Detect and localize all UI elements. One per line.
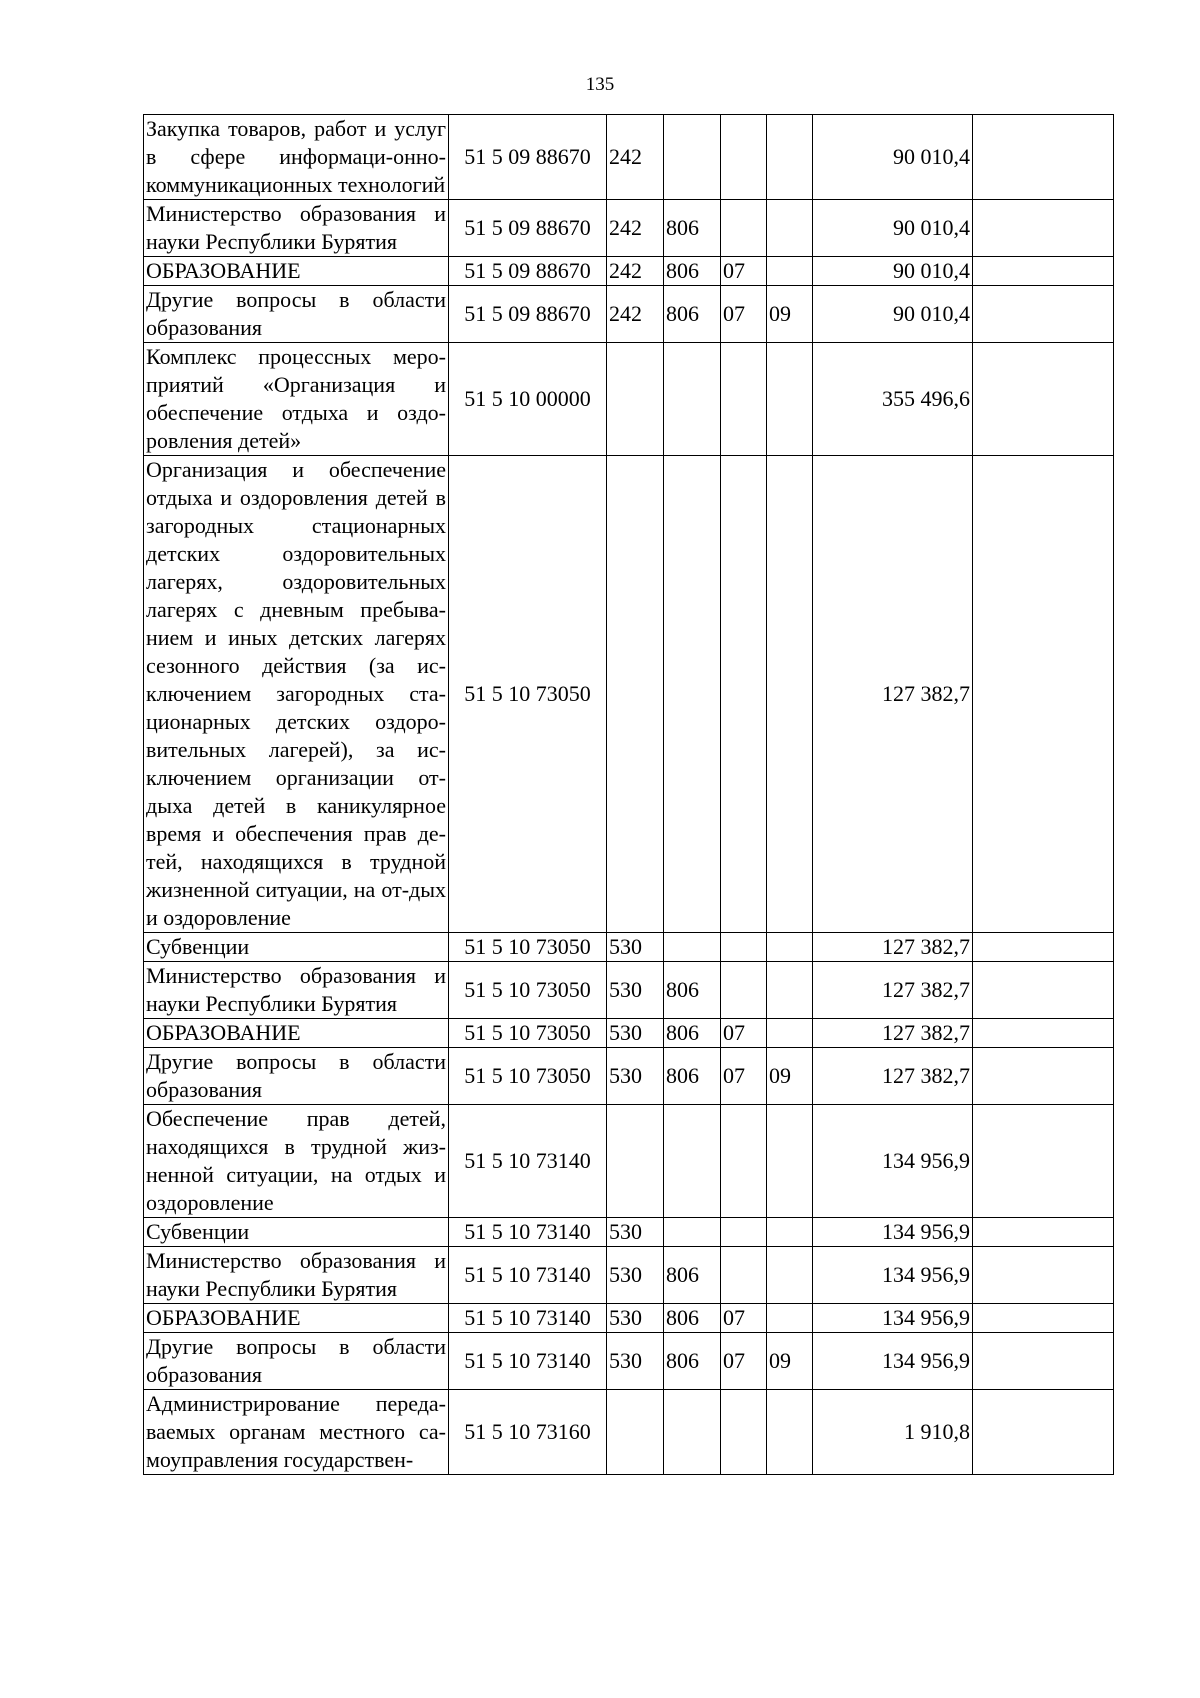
budget-admin-code-cell: 806 xyxy=(664,200,721,257)
subsection-code-cell xyxy=(767,200,813,257)
row-name-cell: Организация и обеспечение отдыха и оздоровления детей в загородных стационарных детских оздоровительных лагерях, оздоровительных лагерях с дневным пребыва-нием и иных детских лагерях сезонного действия (за ис-ключением загородных ста-ционарных детских оздоро-вительных лагерей), за ис-ключением организации от-дыха детей в каникулярное время и обеспечения прав де-тей, находящихся в трудной жизненной ситуации, на от-дых и оздоровление xyxy=(144,456,449,933)
section-code-cell xyxy=(721,933,767,962)
expense-type-cell: 242 xyxy=(607,257,664,286)
budget-admin-code-cell: 806 xyxy=(664,1019,721,1048)
extra-cell xyxy=(973,456,1114,933)
extra-cell xyxy=(973,1105,1114,1218)
extra-cell xyxy=(973,933,1114,962)
subsection-code-cell xyxy=(767,456,813,933)
table-row xyxy=(144,286,1114,343)
section-code-cell: 07 xyxy=(721,1304,767,1333)
table-row xyxy=(144,456,1114,933)
amount-cell: 134 956,9 xyxy=(813,1105,973,1218)
expense-type-cell: 530 xyxy=(607,1019,664,1048)
budget-admin-code-cell xyxy=(664,933,721,962)
budget-admin-code-cell xyxy=(664,1390,721,1475)
extra-cell xyxy=(973,1390,1114,1475)
table-row xyxy=(144,1390,1114,1475)
row-name-cell: Другие вопросы в области образования xyxy=(144,1333,449,1390)
row-name-cell: ОБРАЗОВАНИЕ xyxy=(144,1304,449,1333)
table-row xyxy=(144,115,1114,200)
table-row xyxy=(144,1304,1114,1333)
subsection-code-cell xyxy=(767,343,813,456)
target-article-code-cell: 51 5 10 73140 xyxy=(449,1247,607,1304)
target-article-code-cell: 51 5 09 88670 xyxy=(449,257,607,286)
amount-cell: 134 956,9 xyxy=(813,1247,973,1304)
budget-admin-code-cell xyxy=(664,1105,721,1218)
section-code-cell: 07 xyxy=(721,1019,767,1048)
table-row xyxy=(144,1105,1114,1218)
expense-type-cell xyxy=(607,343,664,456)
budget-admin-code-cell: 806 xyxy=(664,962,721,1019)
section-code-cell xyxy=(721,1247,767,1304)
extra-cell xyxy=(973,1333,1114,1390)
expense-type-cell xyxy=(607,1390,664,1475)
row-name-cell: Администрирование переда-ваемых органам местного са-моуправления государствен- xyxy=(144,1390,449,1475)
amount-cell: 90 010,4 xyxy=(813,286,973,343)
section-code-cell xyxy=(721,1105,767,1218)
table-row xyxy=(144,1019,1114,1048)
subsection-code-cell xyxy=(767,933,813,962)
budget-admin-code-cell xyxy=(664,343,721,456)
row-name-cell: Обеспечение прав детей, находящихся в трудной жиз-ненной ситуации, на отдых и оздоровление xyxy=(144,1105,449,1218)
table-row xyxy=(144,200,1114,257)
expense-type-cell xyxy=(607,1105,664,1218)
expense-type-cell: 242 xyxy=(607,200,664,257)
subsection-code-cell xyxy=(767,1019,813,1048)
section-code-cell xyxy=(721,962,767,1019)
amount-cell: 90 010,4 xyxy=(813,115,973,200)
row-name-cell: Комплекс процессных меро-приятий «Организация и обеспечение отдыха и оздо-ровления детей» xyxy=(144,343,449,456)
budget-admin-code-cell: 806 xyxy=(664,1048,721,1105)
budget-table xyxy=(143,114,1114,1475)
row-name-cell: Другие вопросы в области образования xyxy=(144,286,449,343)
expense-type-cell: 242 xyxy=(607,286,664,343)
row-name-cell: Субвенции xyxy=(144,1218,449,1247)
subsection-code-cell xyxy=(767,115,813,200)
extra-cell xyxy=(973,286,1114,343)
target-article-code-cell: 51 5 10 73050 xyxy=(449,456,607,933)
subsection-code-cell xyxy=(767,1247,813,1304)
subsection-code-cell: 09 xyxy=(767,1048,813,1105)
budget-admin-code-cell: 806 xyxy=(664,1333,721,1390)
subsection-code-cell xyxy=(767,1218,813,1247)
amount-cell: 127 382,7 xyxy=(813,456,973,933)
page-number: 135 xyxy=(585,74,615,95)
amount-cell: 355 496,6 xyxy=(813,343,973,456)
target-article-code-cell: 51 5 10 00000 xyxy=(449,343,607,456)
table-row xyxy=(144,1048,1114,1105)
section-code-cell: 07 xyxy=(721,1333,767,1390)
expense-type-cell: 530 xyxy=(607,1247,664,1304)
budget-admin-code-cell: 806 xyxy=(664,1247,721,1304)
amount-cell: 90 010,4 xyxy=(813,200,973,257)
table-body xyxy=(144,115,1114,1475)
target-article-code-cell: 51 5 10 73050 xyxy=(449,962,607,1019)
target-article-code-cell: 51 5 09 88670 xyxy=(449,200,607,257)
row-name-cell: ОБРАЗОВАНИЕ xyxy=(144,257,449,286)
section-code-cell xyxy=(721,343,767,456)
budget-admin-code-cell: 806 xyxy=(664,286,721,343)
expense-type-cell: 242 xyxy=(607,115,664,200)
row-name-cell: ОБРАЗОВАНИЕ xyxy=(144,1019,449,1048)
section-code-cell: 07 xyxy=(721,286,767,343)
subsection-code-cell: 09 xyxy=(767,286,813,343)
amount-cell: 134 956,9 xyxy=(813,1333,973,1390)
table-row xyxy=(144,1218,1114,1247)
amount-cell: 134 956,9 xyxy=(813,1304,973,1333)
expense-type-cell: 530 xyxy=(607,1218,664,1247)
extra-cell xyxy=(973,1247,1114,1304)
budget-admin-code-cell: 806 xyxy=(664,1304,721,1333)
section-code-cell: 07 xyxy=(721,257,767,286)
row-name-cell: Министерство образования и науки Республики Бурятия xyxy=(144,962,449,1019)
section-code-cell xyxy=(721,115,767,200)
budget-admin-code-cell: 806 xyxy=(664,257,721,286)
extra-cell xyxy=(973,200,1114,257)
extra-cell xyxy=(973,1048,1114,1105)
expense-type-cell xyxy=(607,456,664,933)
table-row xyxy=(144,257,1114,286)
table-row xyxy=(144,343,1114,456)
section-code-cell xyxy=(721,1218,767,1247)
extra-cell xyxy=(973,1218,1114,1247)
extra-cell xyxy=(973,962,1114,1019)
budget-admin-code-cell xyxy=(664,115,721,200)
extra-cell xyxy=(973,115,1114,200)
table-row xyxy=(144,1333,1114,1390)
target-article-code-cell: 51 5 10 73050 xyxy=(449,1019,607,1048)
extra-cell xyxy=(973,257,1114,286)
expense-type-cell: 530 xyxy=(607,1048,664,1105)
section-code-cell xyxy=(721,456,767,933)
budget-admin-code-cell xyxy=(664,1218,721,1247)
section-code-cell xyxy=(721,1390,767,1475)
section-code-cell xyxy=(721,200,767,257)
subsection-code-cell xyxy=(767,257,813,286)
subsection-code-cell: 09 xyxy=(767,1333,813,1390)
subsection-code-cell xyxy=(767,1390,813,1475)
target-article-code-cell: 51 5 10 73140 xyxy=(449,1333,607,1390)
row-name-cell: Закупка товаров, работ и услуг в сфере информаци-онно-коммуникационных технологий xyxy=(144,115,449,200)
extra-cell xyxy=(973,1304,1114,1333)
amount-cell: 127 382,7 xyxy=(813,962,973,1019)
target-article-code-cell: 51 5 09 88670 xyxy=(449,286,607,343)
target-article-code-cell: 51 5 10 73140 xyxy=(449,1304,607,1333)
table-row xyxy=(144,933,1114,962)
target-article-code-cell: 51 5 10 73140 xyxy=(449,1218,607,1247)
target-article-code-cell: 51 5 10 73050 xyxy=(449,1048,607,1105)
table-row xyxy=(144,1247,1114,1304)
expense-type-cell: 530 xyxy=(607,933,664,962)
expense-type-cell: 530 xyxy=(607,962,664,1019)
amount-cell: 127 382,7 xyxy=(813,933,973,962)
expense-type-cell: 530 xyxy=(607,1333,664,1390)
row-name-cell: Субвенции xyxy=(144,933,449,962)
target-article-code-cell: 51 5 10 73140 xyxy=(449,1105,607,1218)
amount-cell: 90 010,4 xyxy=(813,257,973,286)
subsection-code-cell xyxy=(767,1304,813,1333)
target-article-code-cell: 51 5 10 73160 xyxy=(449,1390,607,1475)
extra-cell xyxy=(973,1019,1114,1048)
row-name-cell: Министерство образования и науки Республики Бурятия xyxy=(144,200,449,257)
section-code-cell: 07 xyxy=(721,1048,767,1105)
amount-cell: 127 382,7 xyxy=(813,1048,973,1105)
amount-cell: 1 910,8 xyxy=(813,1390,973,1475)
row-name-cell: Другие вопросы в области образования xyxy=(144,1048,449,1105)
extra-cell xyxy=(973,343,1114,456)
amount-cell: 127 382,7 xyxy=(813,1019,973,1048)
budget-admin-code-cell xyxy=(664,456,721,933)
table-row xyxy=(144,962,1114,1019)
subsection-code-cell xyxy=(767,1105,813,1218)
expense-type-cell: 530 xyxy=(607,1304,664,1333)
target-article-code-cell: 51 5 10 73050 xyxy=(449,933,607,962)
subsection-code-cell xyxy=(767,962,813,1019)
row-name-cell: Министерство образования и науки Республики Бурятия xyxy=(144,1247,449,1304)
target-article-code-cell: 51 5 09 88670 xyxy=(449,115,607,200)
amount-cell: 134 956,9 xyxy=(813,1218,973,1247)
